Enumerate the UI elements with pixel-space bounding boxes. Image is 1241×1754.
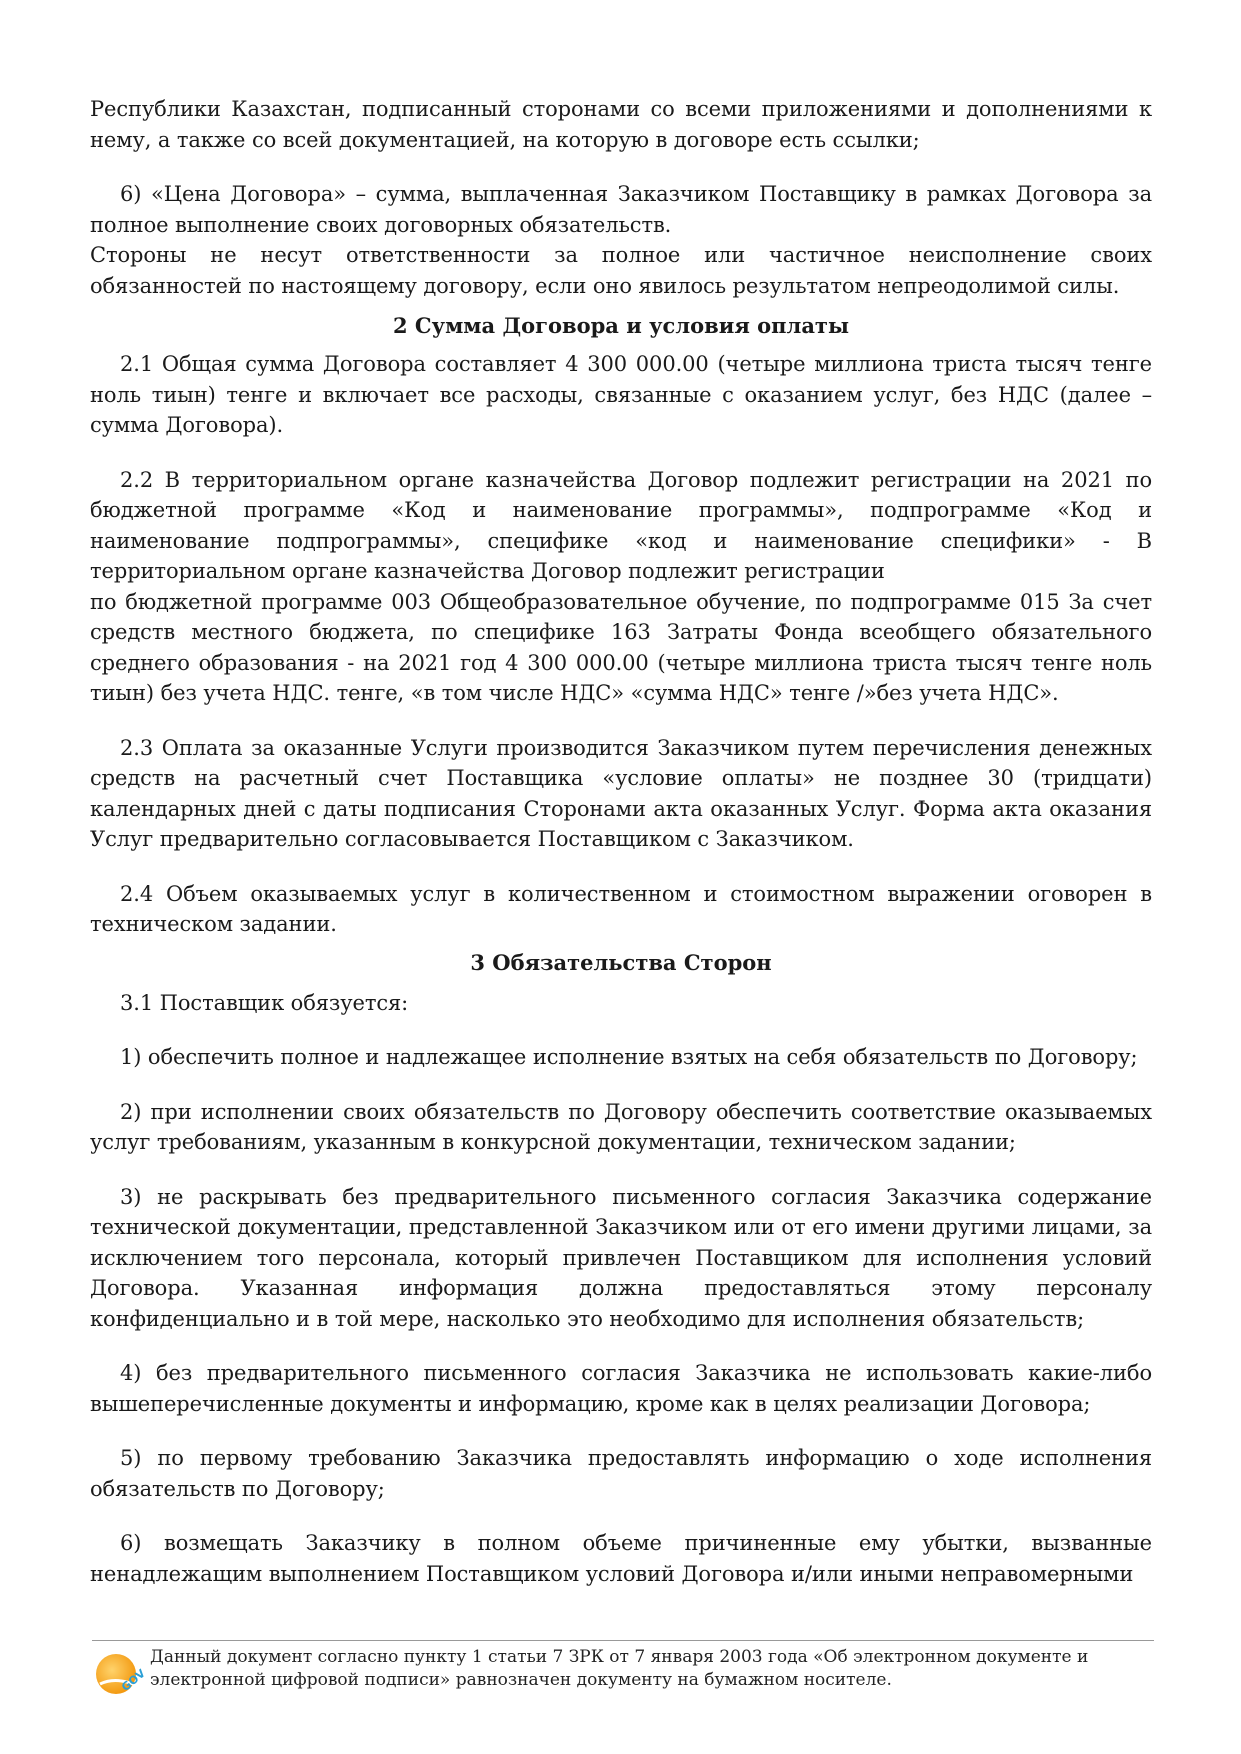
paragraph-force-majeure: Стороны не несут ответственности за полное или частичное неисполнение своих обязанностей по настоящему договору, если оно явилось результатом непреодолимой силы.: [90, 243, 1152, 298]
paragraph-3-1-item-3: 3) не раскрывать без предварительного письменного согласия Заказчика содержание технической документации, представленной Заказчиком или от его имени другими лицами, за исключением того персонала, который привлечен Поставщиком для исполнения условий Договора. Указанная информация должна предоставляться этому персоналу конфиденциально и в той мере, насколько это необходимо для исполнения обязательств;: [90, 1184, 1152, 1331]
footer-divider: [92, 1640, 1154, 1641]
paragraph-contract-definition-end: Республики Казахстан, подписанный сторонами со всеми приложениями и дополнениями к нему, а также со всей документацией, на которую в договоре есть ссылки;: [90, 97, 1152, 152]
egov-sun-logo-icon: [92, 1646, 146, 1700]
section-heading-obligations: 3 Обязательства Сторон: [470, 949, 772, 975]
paragraph-contract-price-definition: 6) «Цена Договора» – сумма, выплаченная Заказчиком Поставщику в рамках Договора за полное выполнение своих договорных обязательств.: [90, 182, 1152, 237]
paragraph-2-4: 2.4 Объем оказываемых услуг в количественном и стоимостном выражении оговорен в техническом задании.: [90, 881, 1152, 936]
document-page: [90, 94, 1152, 1589]
footer: [92, 1646, 1154, 1710]
svg-text:GOV: GOV: [119, 1666, 146, 1694]
paragraph-3-1-item-1: 1) обеспечить полное и надлежащее исполнение взятых на себя обязательств по Договору;: [120, 1045, 1138, 1069]
paragraph-2-1: 2.1 Общая сумма Договора составляет 4 300 000.00 (четыре миллиона триста тысяч тенге ноль тиын) тенге и включает все расходы, связанные с оказанием услуг, без НДС (далее – сумма Договора).: [90, 352, 1152, 437]
paragraph-3-1: 3.1 Поставщик обязуется:: [120, 990, 409, 1015]
paragraph-3-1-item-4: 4) без предварительного письменного согласия Заказчика не использовать какие-либо вышеперечисленные документы и информацию, кроме как в целях реализации Договора;: [90, 1361, 1152, 1416]
paragraph-3-1-item-6: 6) возмещать Заказчику в полном объеме причиненные ему убытки, вызванные ненадлежащим выполнением Поставщиком условий Договора и/или иными неправомерными: [90, 1531, 1152, 1586]
paragraph-2-2-part-b: по бюджетной программе 003 Общеобразовательное обучение, по подпрограмме 015 За счет средств местного бюджета, по специфике 163 Затраты Фонда всеобщего обязательного среднего образования - на 2021 год 4 300 000.00 (четыре миллиона триста тысяч тенге ноль тиын) без учета НДС. тенге, «в том числе НДС» «сумма НДС» тенге /»без учета НДС».: [90, 589, 1152, 705]
paragraph-2-2-part-a: 2.2 В территориальном органе казначейства Договор подлежит регистрации на 2021 по бюджетной программе «Код и наименование программы», подпрограмме «Код и наименование подпрограммы», специфике «код и наименование специфики» - В территориальном органе казначейства Договор подлежит регистрации: [90, 467, 1152, 583]
section-heading-contract-sum: 2 Сумма Договора и условия оплаты: [392, 313, 849, 338]
paragraph-3-1-item-2: 2) при исполнении своих обязательств по Договору обеспечить соответствие оказываемых услуг требованиям, указанным в конкурсной документации, техническом задании;: [90, 1099, 1152, 1154]
paragraph-2-3: 2.3 Оплата за оказанные Услуги производится Заказчиком путем перечисления денежных средств на расчетный счет Поставщика «условие оплаты» не позднее 30 (тридцати) календарных дней с даты подписания Сторонами акта оказанных Услуг. Форма акта оказания Услуг предварительно согласовывается Поставщиком с Заказчиком.: [90, 735, 1152, 851]
paragraph-3-1-item-5: 5) по первому требованию Заказчика предоставлять информацию о ходе исполнения обязательств по Договору;: [90, 1446, 1152, 1501]
footer-legal-notice: Данный документ согласно пункту 1 статьи 7 ЗРК от 7 января 2003 года «Об электронном документе и электронной цифровой подписи» равнозначен документу на бумажном носителе.: [150, 1647, 1089, 1690]
